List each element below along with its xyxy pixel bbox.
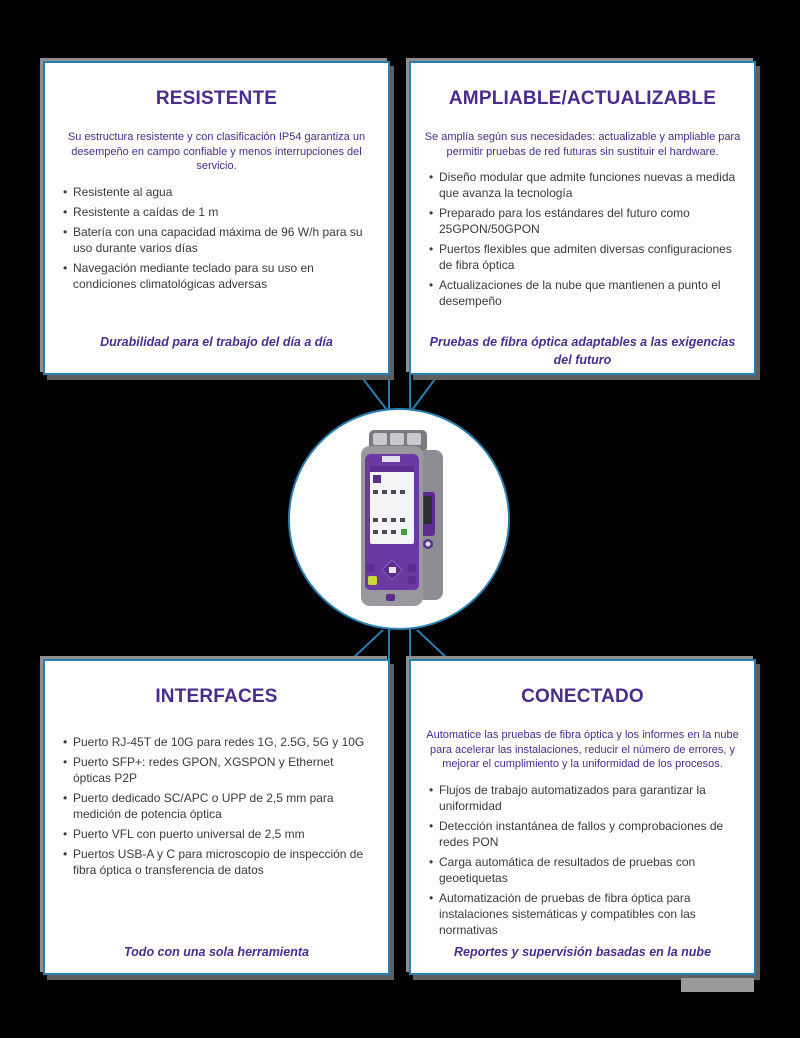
panel-ampliable bbox=[409, 61, 756, 375]
watermark bbox=[681, 978, 754, 992]
panel-tagline: Reportes y supervisión basadas en la nube bbox=[453, 945, 712, 959]
panel-tagline: Todo con una sola herramienta bbox=[124, 945, 309, 959]
list-item: • Carga automática de resultados de pruebas con geoetiquetas bbox=[429, 854, 738, 886]
panel-intro: Automatice las pruebas de fibra óptica y los informes en la nube para acelerar las instalaciones, reducir el número de errores, y mejorar el cumplimiento y la uniformidad de los procesos. bbox=[426, 729, 739, 770]
list-item: • Automatización de pruebas de fibra óptica para instalaciones sistemáticas y compatibles con las normativas bbox=[429, 890, 738, 938]
panel-intro: Se amplía según sus necesidades: actualizable y ampliable para permitir pruebas de red futuras sin sustituir el hardware. bbox=[424, 131, 741, 158]
list-item: • Diseño modular que admite funciones nuevas a medida que avanza la tecnología bbox=[429, 169, 738, 201]
list-item: • Navegación mediante teclado para su uso en condiciones climatológicas adversas bbox=[63, 260, 372, 292]
list-item: • Puerto VFL con puerto universal de 2,5 mm bbox=[63, 826, 372, 842]
list-item: • Actualizaciones de la nube que mantienen a punto el desempeño bbox=[429, 277, 738, 309]
list-item: • Puerto RJ-45T de 10G para redes 1G, 2.5G, 5G y 10G bbox=[63, 734, 372, 750]
feature-list bbox=[45, 184, 388, 292]
panel-title: RESISTENTE bbox=[155, 88, 278, 109]
list-item: • Resistente al agua bbox=[63, 184, 372, 200]
device-hub bbox=[288, 408, 510, 630]
panel-resistente bbox=[43, 61, 390, 375]
panel-title: INTERFACES bbox=[155, 686, 278, 707]
device-image bbox=[355, 430, 450, 610]
list-item: • Puertos USB-A y C para microscopio de inspección de fibra óptica o transferencia de datos bbox=[63, 846, 372, 878]
panel-tagline: Durabilidad para el trabajo del día a día bbox=[100, 335, 333, 349]
list-item: • Puertos flexibles que admiten diversas configuraciones de fibra óptica bbox=[429, 241, 738, 273]
feature-list bbox=[411, 782, 754, 938]
list-item: • Detección instantánea de fallos y comprobaciones de redes PON bbox=[429, 818, 738, 850]
list-item: • Flujos de trabajo automatizados para garantizar la uniformidad bbox=[429, 782, 738, 814]
panel-interfaces bbox=[43, 659, 390, 975]
feature-list bbox=[411, 169, 754, 309]
panel-title: CONECTADO bbox=[521, 686, 644, 707]
list-item: • Resistente a caídas de 1 m bbox=[63, 204, 372, 220]
feature-list bbox=[45, 734, 388, 878]
list-item: • Batería con una capacidad máxima de 96 W/h para su uso durante varios días bbox=[63, 224, 372, 256]
panel-title: AMPLIABLE/ACTUALIZABLE bbox=[448, 88, 717, 109]
list-item: • Preparado para los estándares del futuro como 25GPON/50GPON bbox=[429, 205, 738, 237]
panel-tagline: Pruebas de fibra óptica adaptables a las exigencias del futuro bbox=[429, 335, 736, 367]
panel-conectado bbox=[409, 659, 756, 975]
list-item: • Puerto SFP+: redes GPON, XGSPON y Ethernet ópticas P2P bbox=[63, 754, 372, 786]
panel-intro: Su estructura resistente y con clasificación IP54 garantiza un desempeño en campo confiable y menos interrupciones del servicio. bbox=[67, 131, 366, 172]
list-item: • Puerto dedicado SC/APC o UPP de 2,5 mm para medición de potencia óptica bbox=[63, 790, 372, 822]
